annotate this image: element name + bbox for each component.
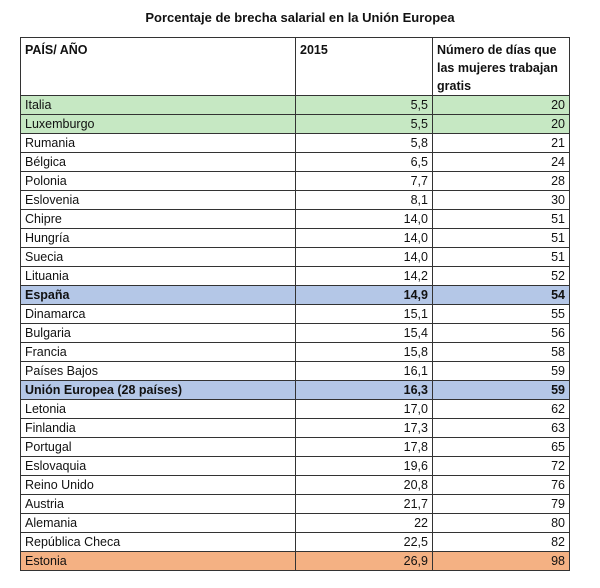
- days-cell: 59: [433, 362, 570, 381]
- days-cell: 21: [433, 134, 570, 153]
- table-row: [21, 191, 570, 210]
- days-cell: 52: [433, 267, 570, 286]
- table-row: [21, 381, 570, 400]
- days-cell: 98: [433, 552, 570, 571]
- country-cell: Eslovenia: [21, 191, 296, 210]
- gap-value-cell: 14,9: [296, 286, 433, 305]
- table-header-row: [21, 38, 570, 96]
- days-cell: 82: [433, 533, 570, 552]
- gap-value-cell: 5,5: [296, 115, 433, 134]
- table-row: [21, 248, 570, 267]
- country-cell: Polonia: [21, 172, 296, 191]
- gap-value-cell: 14,0: [296, 248, 433, 267]
- days-cell: 72: [433, 457, 570, 476]
- gap-value-cell: 8,1: [296, 191, 433, 210]
- gap-value-cell: 17,0: [296, 400, 433, 419]
- days-cell: 51: [433, 229, 570, 248]
- gap-value-cell: 17,8: [296, 438, 433, 457]
- gap-value-cell: 22,5: [296, 533, 433, 552]
- country-cell: Francia: [21, 343, 296, 362]
- gap-value-cell: 14,0: [296, 210, 433, 229]
- header-year: 2015: [296, 38, 433, 96]
- table-row: [21, 362, 570, 381]
- days-cell: 20: [433, 115, 570, 134]
- table-row: [21, 229, 570, 248]
- country-cell: Rumania: [21, 134, 296, 153]
- header-days: Número de días que las mujeres trabajan gratis: [433, 38, 570, 96]
- days-cell: 58: [433, 343, 570, 362]
- country-cell: Austria: [21, 495, 296, 514]
- gap-value-cell: 5,8: [296, 134, 433, 153]
- country-cell: Bélgica: [21, 153, 296, 172]
- gap-value-cell: 17,3: [296, 419, 433, 438]
- table-row: [21, 324, 570, 343]
- country-cell: Hungría: [21, 229, 296, 248]
- days-cell: 51: [433, 210, 570, 229]
- days-cell: 63: [433, 419, 570, 438]
- country-cell: República Checa: [21, 533, 296, 552]
- country-cell: Estonia: [21, 552, 296, 571]
- country-cell: Chipre: [21, 210, 296, 229]
- country-cell: Países Bajos: [21, 362, 296, 381]
- gap-value-cell: 15,4: [296, 324, 433, 343]
- wage-gap-table: [20, 37, 570, 571]
- table-row: [21, 134, 570, 153]
- table-row: [21, 115, 570, 134]
- gap-value-cell: 15,8: [296, 343, 433, 362]
- country-cell: España: [21, 286, 296, 305]
- days-cell: 59: [433, 381, 570, 400]
- days-cell: 54: [433, 286, 570, 305]
- country-cell: Suecia: [21, 248, 296, 267]
- table-row: [21, 533, 570, 552]
- country-cell: Portugal: [21, 438, 296, 457]
- table-row: [21, 495, 570, 514]
- table-row: [21, 438, 570, 457]
- days-cell: 24: [433, 153, 570, 172]
- country-cell: Letonia: [21, 400, 296, 419]
- days-cell: 76: [433, 476, 570, 495]
- table-row: [21, 514, 570, 533]
- gap-value-cell: 21,7: [296, 495, 433, 514]
- gap-value-cell: 16,3: [296, 381, 433, 400]
- gap-value-cell: 15,1: [296, 305, 433, 324]
- gap-value-cell: 16,1: [296, 362, 433, 381]
- gap-value-cell: 22: [296, 514, 433, 533]
- days-cell: 28: [433, 172, 570, 191]
- table-row: [21, 419, 570, 438]
- gap-value-cell: 7,7: [296, 172, 433, 191]
- country-cell: Dinamarca: [21, 305, 296, 324]
- days-cell: 62: [433, 400, 570, 419]
- gap-value-cell: 26,9: [296, 552, 433, 571]
- days-cell: 20: [433, 96, 570, 115]
- days-cell: 51: [433, 248, 570, 267]
- days-cell: 55: [433, 305, 570, 324]
- country-cell: Reino Unido: [21, 476, 296, 495]
- country-cell: Eslovaquia: [21, 457, 296, 476]
- country-cell: Unión Europea (28 países): [21, 381, 296, 400]
- gap-value-cell: 6,5: [296, 153, 433, 172]
- days-cell: 65: [433, 438, 570, 457]
- country-cell: Italia: [21, 96, 296, 115]
- gap-value-cell: 14,2: [296, 267, 433, 286]
- days-cell: 30: [433, 191, 570, 210]
- country-cell: Alemania: [21, 514, 296, 533]
- gap-value-cell: 14,0: [296, 229, 433, 248]
- country-cell: Lituania: [21, 267, 296, 286]
- header-country: PAÍS/ AÑO: [21, 38, 296, 96]
- table-row: [21, 172, 570, 191]
- country-cell: Luxemburgo: [21, 115, 296, 134]
- country-cell: Finlandia: [21, 419, 296, 438]
- days-cell: 56: [433, 324, 570, 343]
- table-row: [21, 267, 570, 286]
- days-cell: 79: [433, 495, 570, 514]
- table-row: [21, 286, 570, 305]
- gap-value-cell: 19,6: [296, 457, 433, 476]
- table-row: [21, 343, 570, 362]
- table-row: [21, 552, 570, 571]
- table-row: [21, 153, 570, 172]
- table-row: [21, 305, 570, 324]
- table-row: [21, 96, 570, 115]
- table-body: [21, 96, 570, 571]
- table-row: [21, 476, 570, 495]
- table-row: [21, 400, 570, 419]
- table-row: [21, 210, 570, 229]
- gap-value-cell: 5,5: [296, 96, 433, 115]
- page-title: Porcentaje de brecha salarial en la Unión Europea: [145, 10, 455, 25]
- country-cell: Bulgaria: [21, 324, 296, 343]
- table-row: [21, 457, 570, 476]
- days-cell: 80: [433, 514, 570, 533]
- gap-value-cell: 20,8: [296, 476, 433, 495]
